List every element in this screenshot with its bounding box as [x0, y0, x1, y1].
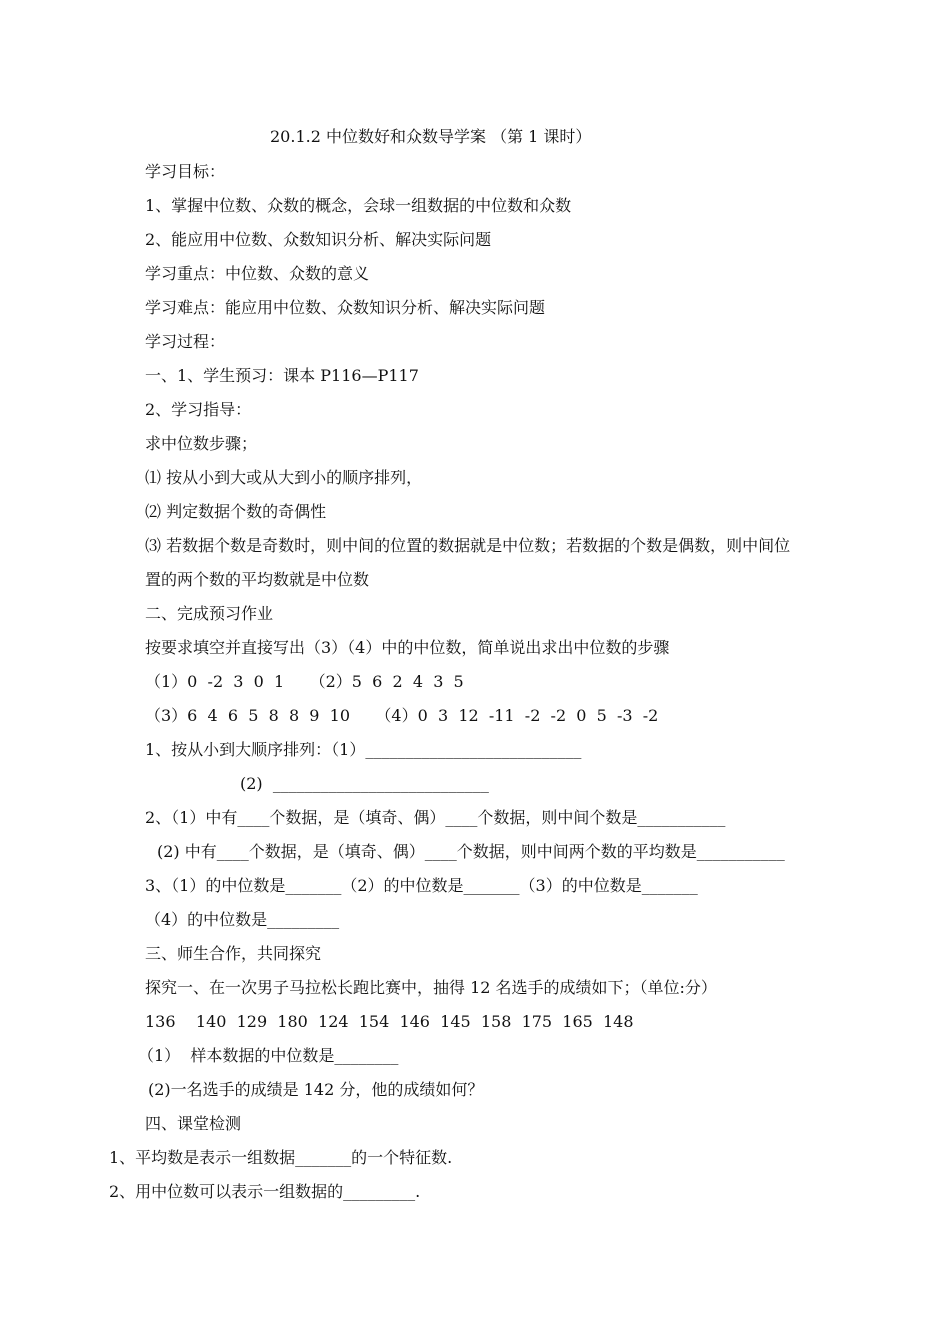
exercise-line: (2) ___________________________ [240, 774, 489, 793]
learning-process-heading: 学习过程： [145, 332, 226, 351]
exercise-line: 3、（1）的中位数是_______（2）的中位数是_______（3）的中位数是_______ [145, 876, 698, 895]
data-set-row: （1）0 -2 3 0 1 （2）5 6 2 4 3 5 [145, 672, 464, 691]
instruction-text: 按要求填空并直接写出（3）（4）中的中位数，简单说出求出中位数的步骤 [145, 638, 670, 657]
key-points: 学习重点：中位数、众数的意义 [145, 264, 370, 283]
inquiry-text: 探究一、在一次男子马拉松长跑比赛中，抽得 12 名选手的成绩如下；（单位:分） [145, 978, 717, 997]
learning-goals-heading: 学习目标： [145, 162, 226, 181]
goal-item: 1、掌握中位数、众数的概念，会球一组数据的中位数和众数 [145, 196, 572, 215]
exercise-line: （4）的中位数是_________ [145, 910, 340, 929]
step-item: ⑵ 判定数据个数的奇偶性 [145, 502, 327, 521]
question-line: (2)一名选手的成绩是 142 分，他的成绩如何？ [148, 1080, 484, 1099]
quiz-item: 1、平均数是表示一组数据_______的一个特征数. [109, 1148, 453, 1167]
question-line: （1） 样本数据的中位数是________ [138, 1046, 399, 1065]
goal-item: 2、能应用中位数、众数知识分析、解决实际问题 [145, 230, 492, 249]
guidance-heading: 2、学习指导： [145, 400, 252, 419]
document-title: 20.1.2 中位数好和众数导学案 （第 1 课时） [270, 127, 592, 146]
step-item: ⑶ 若数据个数是奇数时，则中间的位置的数据就是中位数；若数据的个数是偶数，则中间位 [145, 536, 791, 555]
quiz-item: 2、用中位数可以表示一组数据的_________. [109, 1182, 421, 1201]
step-item: ⑴ 按从小到大或从大到小的顺序排列， [145, 468, 423, 487]
data-set-row: （3）6 4 6 5 8 8 9 10 （4）0 3 12 -11 -2 -2 0 5 -3 -2 [145, 706, 659, 725]
section-heading: 三、师生合作，共同探究 [145, 944, 322, 963]
exercise-line: 1、按从小到大顺序排列：（1）___________________________ [145, 740, 582, 759]
data-set-row: 136 140 129 180 124 154 146 145 158 175 165 148 [145, 1012, 634, 1031]
exercise-line: 2、（1）中有____个数据，是（填奇、偶）____个数据，则中间个数是___________ [145, 808, 726, 827]
exercise-line: (2) 中有____个数据，是（填奇、偶）____个数据，则中间两个数的平均数是___________ [157, 842, 785, 861]
median-steps-heading: 求中位数步骤； [145, 434, 258, 453]
section-heading: 二、完成预习作业 [145, 604, 274, 623]
difficult-points: 学习难点：能应用中位数、众数知识分析、解决实际问题 [145, 298, 546, 317]
preview-item: 一、1、学生预习：课本 P116—P117 [145, 366, 419, 385]
section-heading: 四、课堂检测 [145, 1114, 242, 1133]
step-item-continued: 置的两个数的平均数就是中位数 [145, 570, 370, 589]
